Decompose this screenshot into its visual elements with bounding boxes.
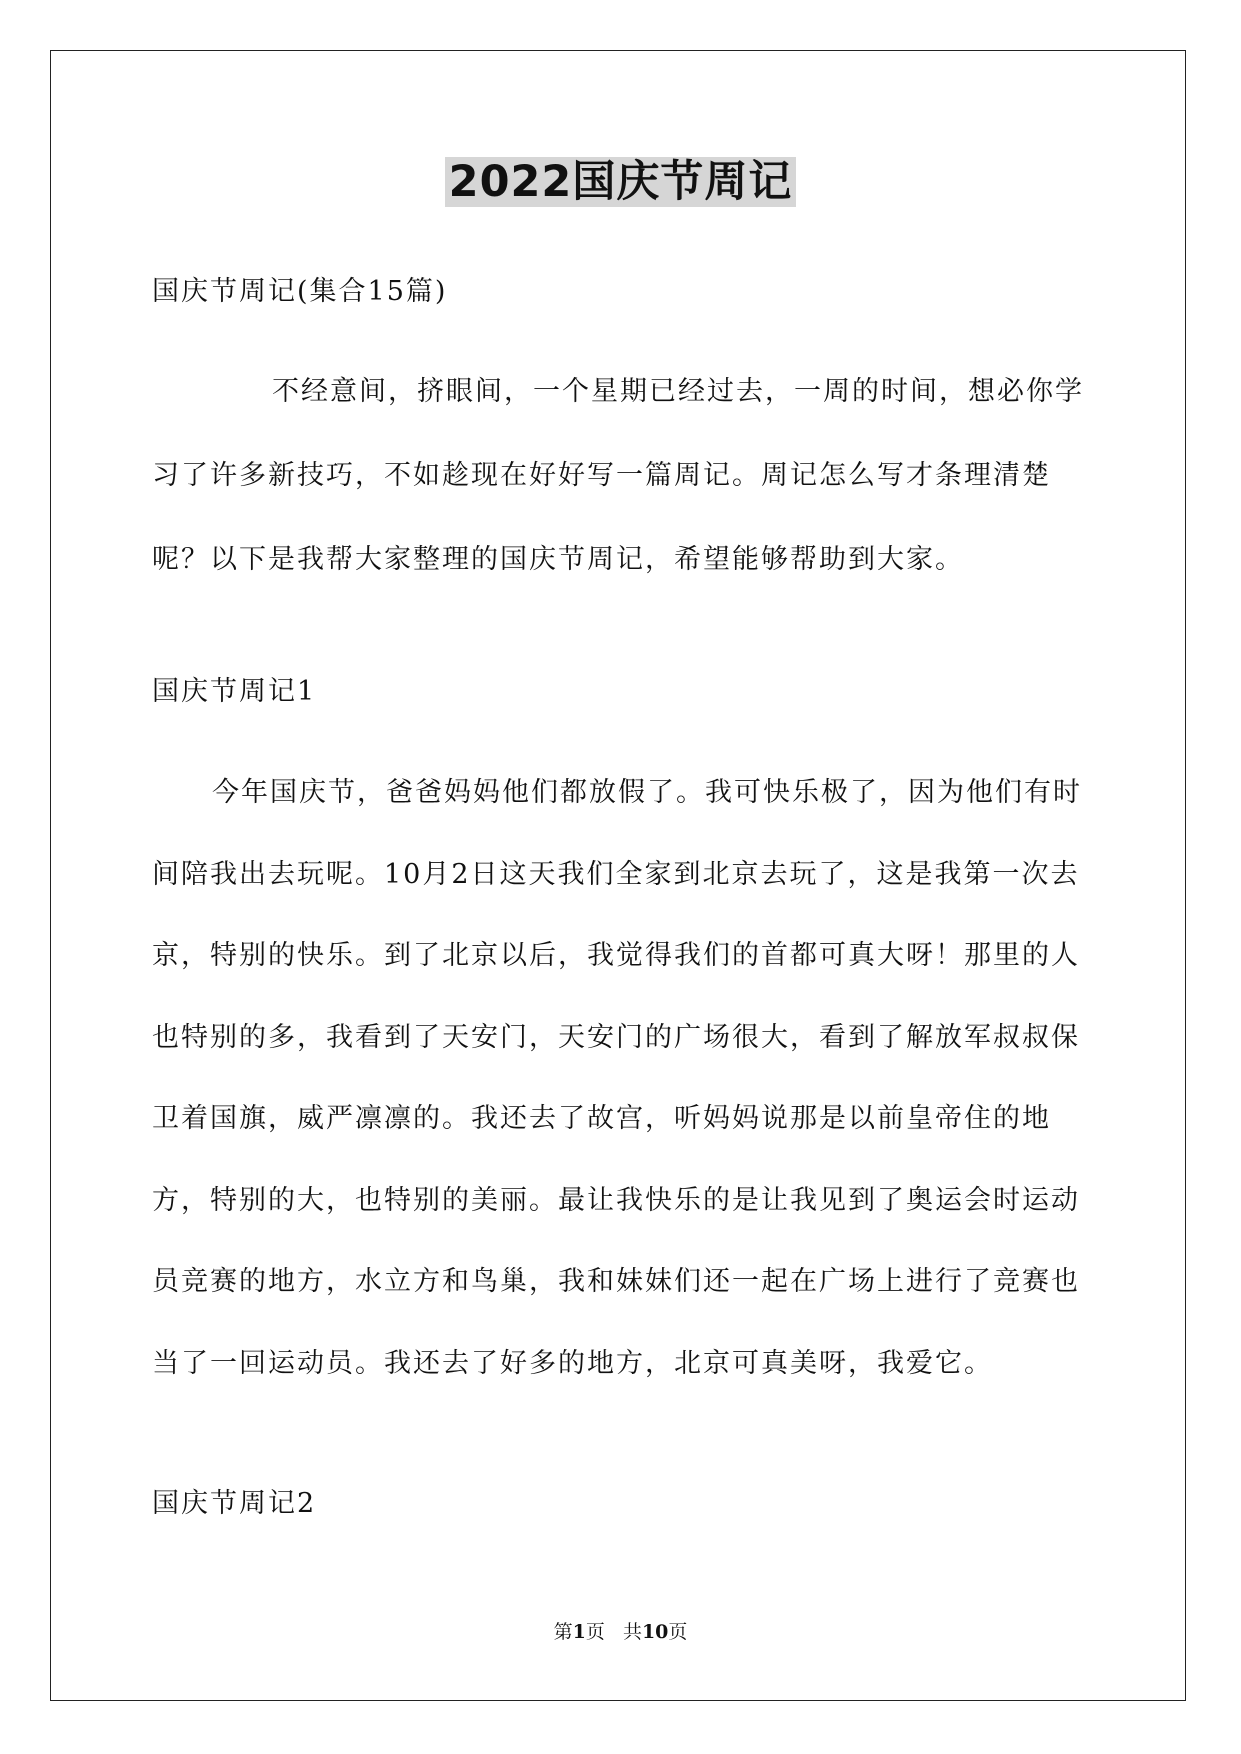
- document-subtitle: 国庆节周记(集合15篇): [152, 276, 448, 307]
- section-heading-1: 国庆节周记1: [152, 676, 317, 707]
- document-title: [0, 152, 1241, 212]
- footer-suffix: 页: [668, 1621, 688, 1643]
- footer-current-page: 1: [572, 1621, 586, 1643]
- footer-prefix: 第: [553, 1621, 573, 1643]
- intro-paragraph: 不经意间，挤眼间，一个星期已经过去，一周的时间，想必你学习了许多新技巧，不如趁现在好好写一篇周记。周记怎么写才条理清楚呢？以下是我帮大家整理的国庆节周记，希望能够帮助到大家。: [152, 376, 1084, 575]
- document-title-text: 2022国庆节周记: [445, 157, 797, 207]
- footer-middle: 页 共: [585, 1621, 642, 1643]
- section-heading-2: 国庆节周记2: [152, 1488, 317, 1519]
- section-paragraph-1: 今年国庆节，爸爸妈妈他们都放假了。我可快乐极了，因为他们有时间陪我出去玩呢。10月2日这天我们全家到北京去玩了，这是我第一次去京，特别的快乐。到了北京以后，我觉得我们的首都可真大呀！那里的人也特别的多，我看到了天安门，天安门的广场很大，看到了解放军叔叔保卫着国旗，威严凛凛的。我还去了故宫，听妈妈说那是以前皇帝住的地方，特别的大，也特别的美丽。最让我快乐的是让我见到了奥运会时运动员竞赛的地方，水立方和鸟巢，我和妹妹们还一起在广场上进行了竞赛也当了一回运动员。我还去了好多的地方，北京可真美呀，我爱它。: [152, 777, 1082, 1379]
- footer-total-pages: 10: [641, 1621, 669, 1643]
- page-footer: [0, 1618, 1241, 1646]
